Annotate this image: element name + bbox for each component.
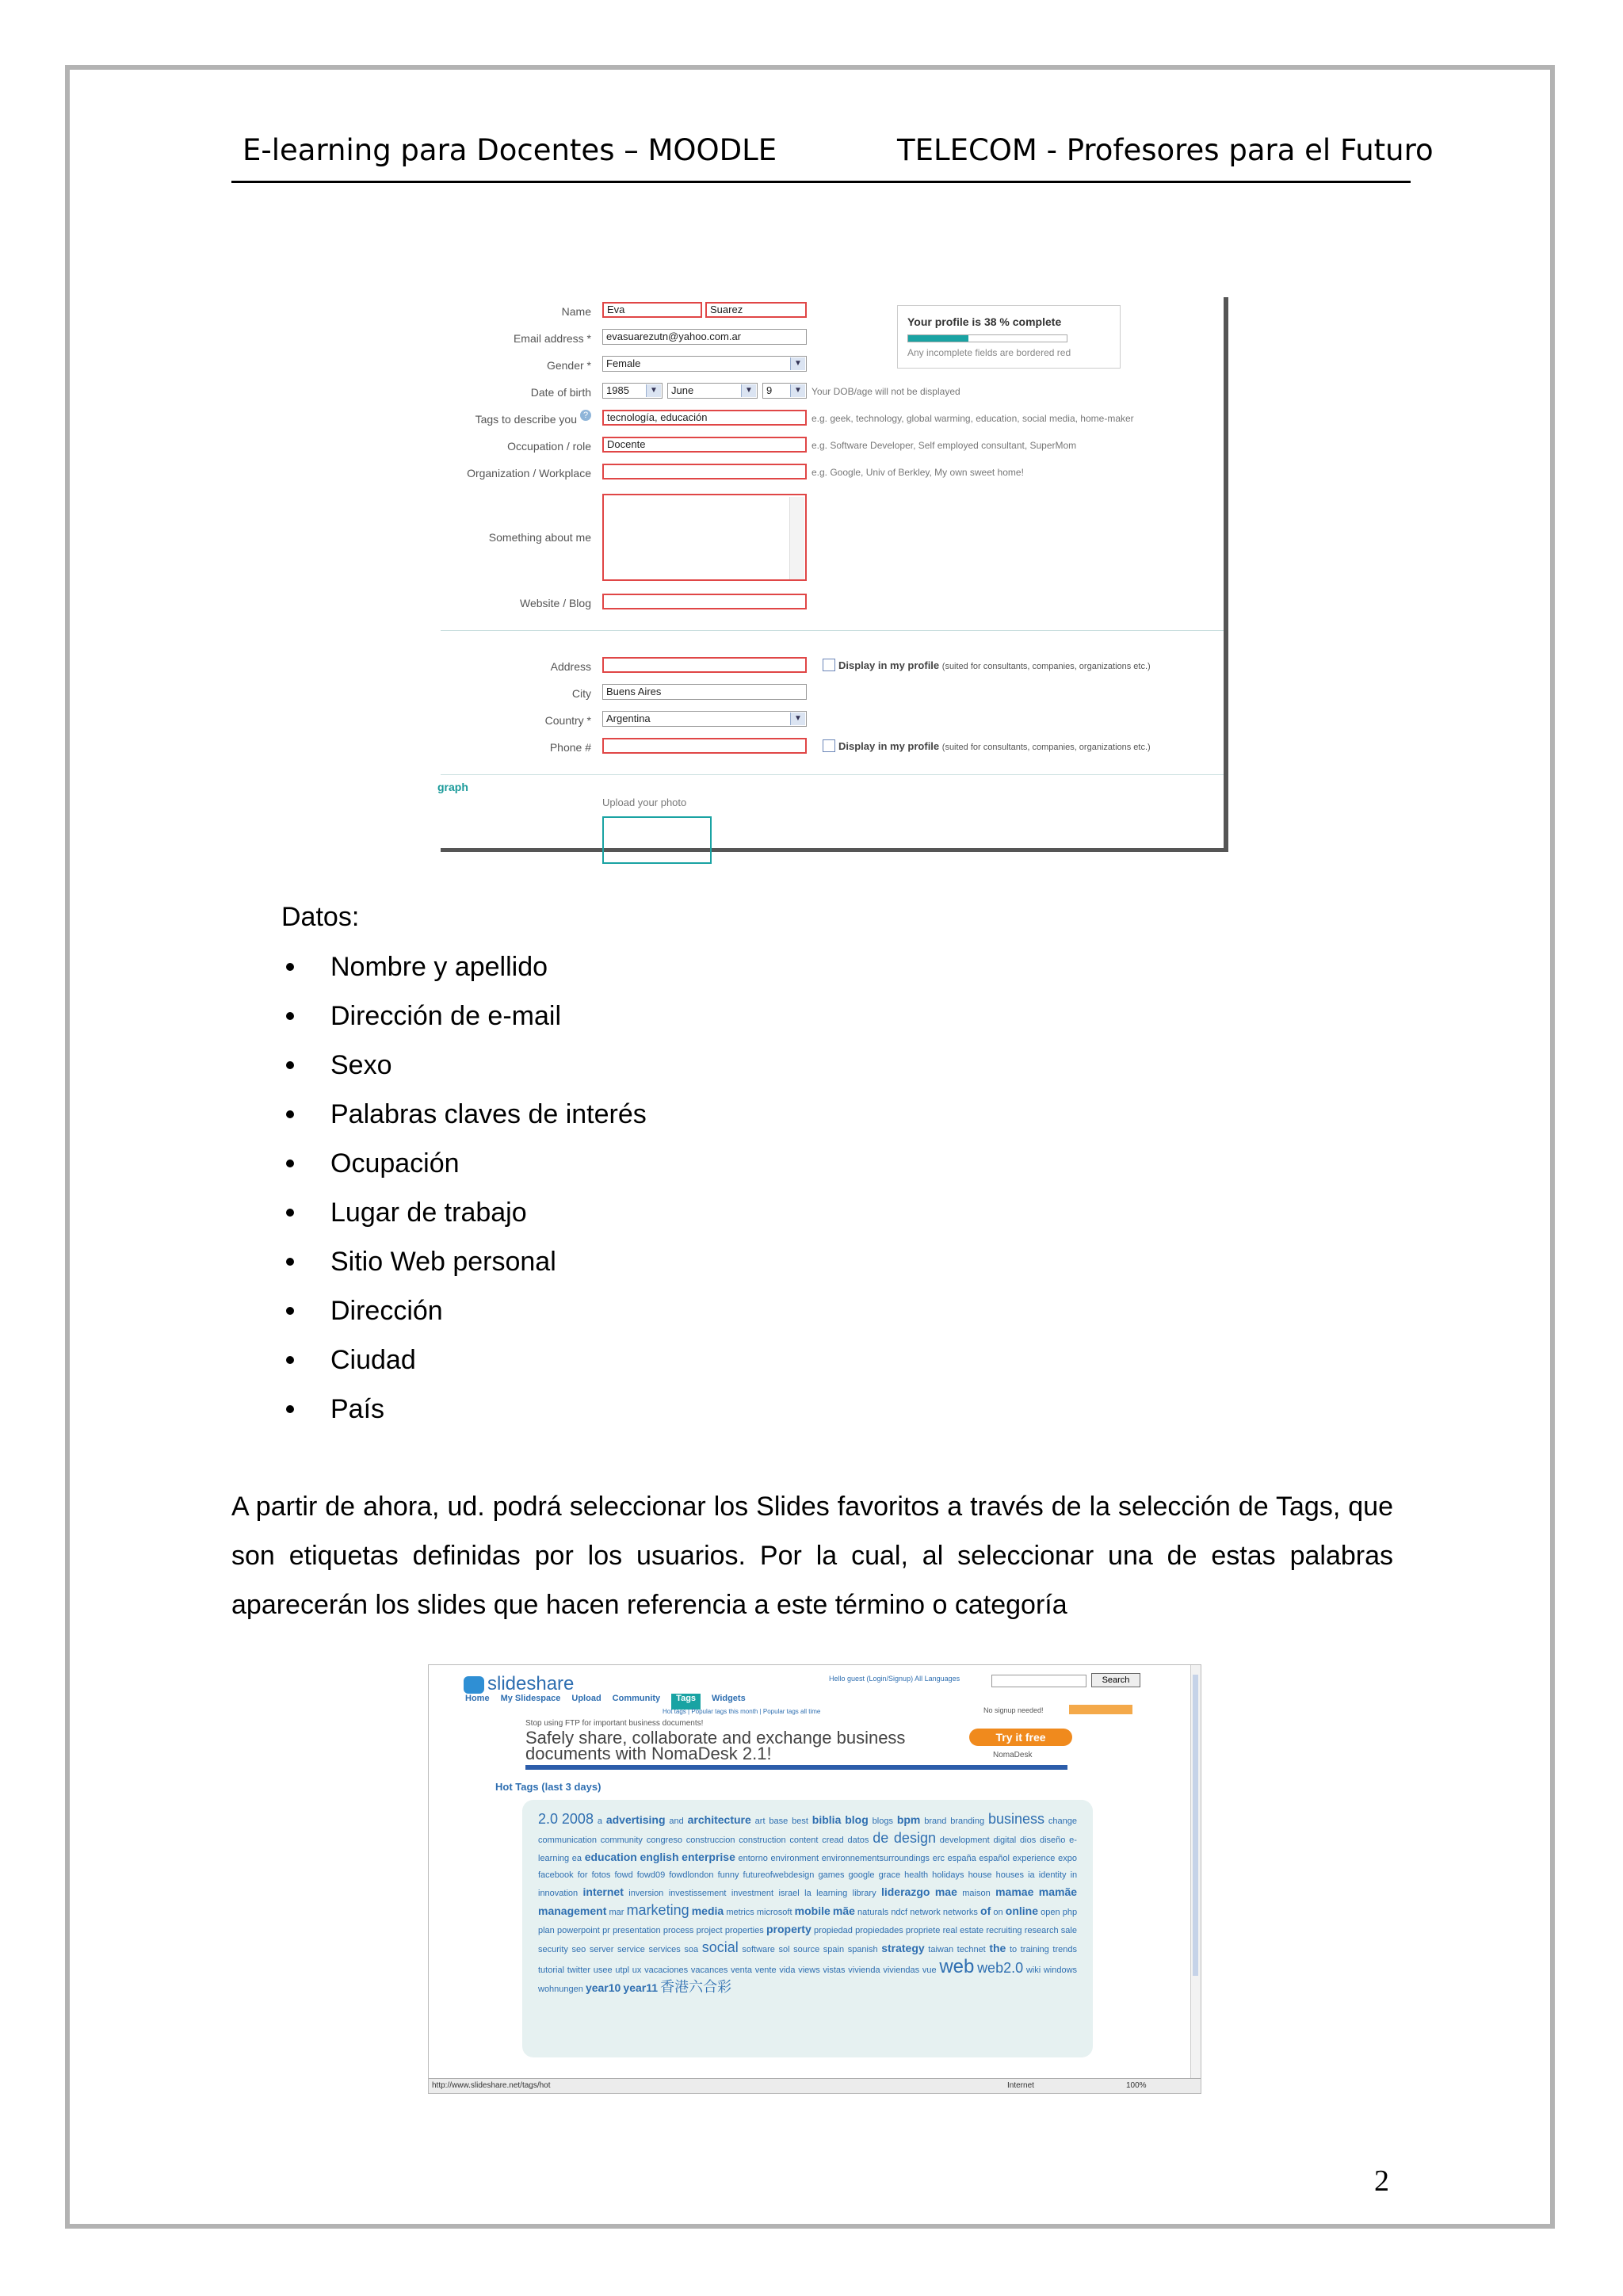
tag[interactable]: real xyxy=(942,1926,957,1935)
datos-item xyxy=(281,1045,647,1094)
city-label: City xyxy=(571,687,591,700)
address-field[interactable] xyxy=(602,657,807,673)
tag[interactable]: library xyxy=(852,1889,876,1898)
tag[interactable]: diseño xyxy=(1039,1836,1066,1845)
tag[interactable]: sale xyxy=(1060,1926,1077,1935)
photo-placeholder[interactable] xyxy=(602,816,712,864)
datos-item-text: Dirección xyxy=(330,1296,443,1326)
bullet-icon xyxy=(286,1110,294,1118)
status-zoom[interactable]: 100% xyxy=(1126,2081,1147,2090)
tag[interactable]: plan xyxy=(538,1926,555,1935)
profile-complete-text: Your profile is 38 % complete xyxy=(907,315,1062,328)
tag[interactable]: in xyxy=(1070,1870,1078,1880)
ad-banner[interactable] xyxy=(525,1719,1080,1775)
tags-field[interactable]: tecnología, educación xyxy=(602,410,807,426)
tag[interactable]: experience xyxy=(1012,1854,1056,1863)
slideshare-top-links[interactable]: Hello guest (Login/Signup) All Languages xyxy=(829,1675,960,1683)
tag-cloud xyxy=(522,1800,1093,2057)
slideshare-signup-button[interactable] xyxy=(1069,1705,1132,1714)
tag[interactable]: education xyxy=(584,1851,637,1863)
tag[interactable]: ndcf xyxy=(891,1908,908,1917)
datos-item xyxy=(281,946,647,995)
tag[interactable]: health xyxy=(904,1870,929,1880)
tag[interactable]: inversion xyxy=(628,1889,664,1898)
slideshare-subnav[interactable]: Hot tags | Popular tags this month | Popular tags all time xyxy=(663,1708,821,1715)
tag[interactable]: seo xyxy=(571,1945,586,1954)
tag[interactable]: wiki xyxy=(1025,1966,1041,1975)
datos-item-text: Lugar de trabajo xyxy=(330,1198,527,1228)
tag[interactable]: mamae xyxy=(995,1885,1034,1898)
tag[interactable]: networks xyxy=(942,1908,978,1917)
profile-progress-bar xyxy=(907,334,1067,342)
datos-item-text: Ocupación xyxy=(330,1148,460,1179)
display-address-hint: (suited for consultants, companies, organizations etc.) xyxy=(941,662,1151,671)
tag[interactable]: viviendas xyxy=(883,1966,920,1975)
bullet-icon xyxy=(286,963,294,971)
bullet-icon xyxy=(286,1307,294,1315)
tag[interactable]: 香港六合彩 xyxy=(660,1979,732,1995)
datos-item-text: País xyxy=(330,1394,385,1424)
display-phone-text: Display in my profile xyxy=(838,740,940,752)
tag[interactable]: biblia xyxy=(812,1813,842,1826)
tag[interactable]: taiwan xyxy=(928,1945,954,1954)
datos-item-text: Nombre y apellido xyxy=(330,952,548,982)
tag[interactable]: vacances xyxy=(690,1966,728,1975)
tag[interactable]: of xyxy=(980,1904,991,1917)
tag[interactable]: 2.0 xyxy=(538,1811,559,1827)
header-left: E-learning para Docentes – MOODLE xyxy=(242,133,777,167)
tag[interactable]: business xyxy=(987,1811,1045,1827)
country-value: Argentina xyxy=(606,712,651,724)
slideshare-screenshot xyxy=(428,1664,1201,2094)
tag[interactable]: research xyxy=(1024,1926,1059,1935)
dob-year-value: 1985 xyxy=(606,384,629,396)
chevron-down-icon: ▼ xyxy=(741,384,756,397)
tag[interactable]: israel xyxy=(778,1889,800,1898)
about-label: Something about me xyxy=(488,531,591,544)
tag[interactable]: presentation xyxy=(613,1926,661,1935)
bullet-icon xyxy=(286,1356,294,1364)
tag[interactable]: base xyxy=(769,1817,789,1826)
tag[interactable]: services xyxy=(648,1945,681,1954)
city-field[interactable]: Buens Aires xyxy=(602,684,807,700)
tag[interactable]: open xyxy=(1041,1908,1060,1917)
tag[interactable]: development xyxy=(939,1836,990,1845)
dob-month-value: June xyxy=(671,384,694,396)
tag[interactable]: identity xyxy=(1038,1870,1067,1880)
header-right: TELECOM - Profesores para el Futuro xyxy=(897,133,1434,167)
tag[interactable]: communication xyxy=(538,1836,597,1845)
tag[interactable]: propiedades xyxy=(855,1926,903,1935)
chevron-down-icon: ▼ xyxy=(646,384,661,397)
header-rule xyxy=(231,181,1411,183)
tag[interactable]: network xyxy=(910,1908,941,1917)
tag[interactable]: social xyxy=(701,1939,739,1955)
tag[interactable]: advertising xyxy=(605,1813,666,1826)
tag[interactable]: project xyxy=(696,1926,723,1935)
tag[interactable]: online xyxy=(1005,1904,1038,1917)
datos-item-text: Sexo xyxy=(330,1050,392,1080)
tag[interactable]: architecture xyxy=(687,1813,751,1826)
tag[interactable]: metrics xyxy=(726,1908,754,1917)
tag[interactable]: strategy xyxy=(881,1942,925,1954)
display-phone-hint: (suited for consultants, companies, organizations etc.) xyxy=(941,743,1151,752)
nav-upload[interactable]: Upload xyxy=(571,1694,601,1703)
tag[interactable]: houses xyxy=(995,1870,1025,1880)
chevron-down-icon: ▼ xyxy=(790,384,805,397)
datos-item xyxy=(281,1094,647,1143)
slideshare-logo[interactable] xyxy=(464,1673,574,1695)
tag[interactable]: web xyxy=(939,1956,975,1977)
tag[interactable]: ea xyxy=(571,1854,582,1863)
tag[interactable]: environnementsurroundings xyxy=(821,1854,930,1863)
tag[interactable]: on xyxy=(993,1908,1003,1917)
status-zone: Internet xyxy=(1007,2081,1034,2090)
browser-status-bar xyxy=(429,2078,1201,2093)
tag[interactable]: investment xyxy=(731,1889,774,1898)
tag[interactable]: la xyxy=(804,1889,812,1898)
display-phone-checkbox[interactable] xyxy=(823,739,835,752)
tag[interactable]: digital xyxy=(993,1836,1017,1845)
tag[interactable]: property xyxy=(766,1923,812,1935)
tag[interactable]: change xyxy=(1048,1817,1077,1826)
hot-tags-title: Hot Tags (last 3 days) xyxy=(495,1781,601,1793)
tag[interactable]: management xyxy=(538,1904,607,1917)
tag[interactable]: mar xyxy=(609,1908,624,1917)
tag[interactable]: spanish xyxy=(847,1945,878,1954)
tag[interactable]: media xyxy=(691,1904,724,1917)
chevron-down-icon: ▼ xyxy=(790,712,805,725)
tag[interactable]: fowd09 xyxy=(636,1870,666,1880)
tag[interactable]: estate xyxy=(960,1926,984,1935)
display-address-text: Display in my profile xyxy=(838,659,940,671)
tag[interactable]: english xyxy=(640,1851,679,1863)
slideshare-logo-text: slideshare xyxy=(487,1673,575,1694)
profile-form-screenshot xyxy=(437,297,1228,852)
tag[interactable]: community xyxy=(600,1836,643,1845)
tag[interactable]: grace xyxy=(878,1870,901,1880)
tag[interactable]: vacaciones xyxy=(644,1966,689,1975)
tag[interactable]: house xyxy=(968,1870,992,1880)
tag[interactable]: de design xyxy=(873,1830,936,1846)
datos-item xyxy=(281,995,647,1045)
tag[interactable]: trends xyxy=(1052,1945,1077,1954)
display-phone-label xyxy=(838,740,1151,752)
photo-section-title: graph xyxy=(437,781,468,793)
dob-day-value: 9 xyxy=(766,384,773,396)
tag[interactable]: branding xyxy=(950,1817,985,1826)
section-divider xyxy=(441,774,1224,775)
ad-banner-headline: Safely share, collaborate and exchange business documents with NomaDesk 2.1! xyxy=(525,1728,906,1763)
bullet-icon xyxy=(286,1405,294,1413)
bullet-icon xyxy=(286,1159,294,1167)
tag[interactable]: vistas xyxy=(823,1966,846,1975)
dob-hint: Your DOB/age will not be displayed xyxy=(812,386,960,397)
last-name-field[interactable]: Suarez xyxy=(705,302,807,318)
profile-note: Any incomplete fields are bordered red xyxy=(907,347,1071,358)
slideshare-nav xyxy=(465,1694,746,1710)
country-label: Country * xyxy=(544,714,591,727)
slideshare-logo-icon xyxy=(464,1676,484,1694)
tag[interactable]: source xyxy=(793,1945,820,1954)
nav-home[interactable]: Home xyxy=(465,1694,490,1703)
browser-scrollbar[interactable] xyxy=(1190,1665,1201,2093)
bullet-icon xyxy=(286,1258,294,1266)
datos-item xyxy=(281,1339,647,1389)
tag[interactable]: investissement xyxy=(668,1889,727,1898)
nav-widgets[interactable]: Widgets xyxy=(712,1694,746,1703)
body-paragraph: A partir de ahora, ud. podrá seleccionar los Slides favoritos a través de la selección de Tags, que son etiquetas definidas por los usuarios. Por la cual, al seleccionar una de estas palabras aparecerán los slides que hacen referencia a este término o categoría xyxy=(231,1492,1393,1620)
profile-progress-fill xyxy=(908,335,968,342)
tag[interactable]: datos xyxy=(847,1836,869,1845)
tag[interactable]: for xyxy=(577,1870,588,1880)
slideshare-search-input[interactable] xyxy=(991,1675,1086,1687)
gender-label: Gender * xyxy=(546,359,591,372)
tag[interactable]: marketing xyxy=(626,1902,689,1918)
organization-field[interactable] xyxy=(602,464,807,479)
occupation-hint: e.g. Software Developer, Self employed consultant, SuperMom xyxy=(812,440,1077,451)
page-number: 2 xyxy=(1374,2164,1389,2198)
tag[interactable]: mamãe xyxy=(1038,1885,1078,1898)
tag[interactable]: properties xyxy=(724,1926,764,1935)
tag[interactable]: and xyxy=(669,1817,684,1826)
organization-hint: e.g. Google, Univ of Berkley, My own sweet home! xyxy=(812,467,1024,478)
tag[interactable]: service xyxy=(617,1945,645,1954)
status-url: http://www.slideshare.net/tags/hot xyxy=(432,2081,551,2090)
tag[interactable]: training xyxy=(1020,1945,1049,1954)
tag[interactable]: a xyxy=(597,1817,602,1826)
dob-label: Date of birth xyxy=(530,386,591,399)
tag[interactable]: propiedad xyxy=(813,1926,853,1935)
tag[interactable]: maison xyxy=(962,1889,991,1898)
dob-month-select[interactable] xyxy=(667,383,758,399)
about-textarea[interactable] xyxy=(602,494,807,581)
tag[interactable]: fowd xyxy=(614,1870,633,1880)
tag[interactable]: learning xyxy=(816,1889,848,1898)
tag[interactable]: expo xyxy=(1058,1854,1077,1863)
tag[interactable]: pr xyxy=(602,1926,610,1935)
scrollbar-thumb[interactable] xyxy=(1193,1675,1198,1976)
tag[interactable]: entorno xyxy=(738,1854,768,1863)
phone-label: Phone # xyxy=(549,741,591,754)
tag[interactable]: blog xyxy=(845,1813,869,1826)
ad-banner-rule xyxy=(525,1765,1067,1770)
screenshot-edge xyxy=(441,848,1228,852)
dob-day-select[interactable] xyxy=(762,383,807,399)
tag[interactable]: enterprise xyxy=(682,1851,735,1863)
tag[interactable]: usee xyxy=(593,1966,613,1975)
tag[interactable]: construction xyxy=(739,1836,786,1845)
tag[interactable]: venta xyxy=(731,1966,752,1975)
tag[interactable]: tutorial xyxy=(538,1966,565,1975)
tag[interactable]: erc xyxy=(932,1854,945,1863)
tag[interactable]: holidays xyxy=(932,1870,964,1880)
datos-item-text: Palabras claves de interés xyxy=(330,1099,647,1129)
tag[interactable]: e-learning xyxy=(538,1836,1077,1863)
tag[interactable]: congreso xyxy=(646,1836,682,1845)
tag[interactable]: powerpoint xyxy=(557,1926,600,1935)
tag[interactable]: fotos xyxy=(591,1870,611,1880)
tag[interactable]: bpm xyxy=(896,1813,921,1826)
tag[interactable]: twitter xyxy=(567,1966,591,1975)
tag[interactable]: español xyxy=(979,1854,1010,1863)
first-name-field[interactable]: Eva xyxy=(602,302,702,318)
screenshot-edge xyxy=(1224,297,1228,852)
tag[interactable]: dios xyxy=(1020,1836,1037,1845)
address-label: Address xyxy=(550,660,591,673)
datos-item xyxy=(281,1192,647,1241)
tag[interactable]: google xyxy=(848,1870,875,1880)
gender-select[interactable] xyxy=(602,356,807,372)
tag[interactable]: web2.0 xyxy=(977,1960,1024,1976)
try-free-button[interactable]: Try it free xyxy=(969,1729,1072,1746)
upload-photo-label: Upload your photo xyxy=(602,797,687,808)
tag[interactable]: vente xyxy=(754,1966,777,1975)
tag[interactable]: wohnungen xyxy=(538,1985,583,1994)
tag[interactable]: vida xyxy=(779,1966,796,1975)
tag[interactable]: españa xyxy=(947,1854,976,1863)
tag[interactable]: futureofwebdesign xyxy=(743,1870,815,1880)
tag[interactable]: naturals xyxy=(857,1908,889,1917)
tag[interactable]: liderazgo xyxy=(880,1885,930,1898)
country-select[interactable] xyxy=(602,711,807,727)
tag[interactable]: sol xyxy=(778,1945,790,1954)
tag[interactable]: mobile xyxy=(794,1904,831,1917)
nomadesk-logo: NomaDesk xyxy=(993,1751,1033,1759)
tag[interactable]: ia xyxy=(1028,1870,1035,1880)
tag[interactable]: year11 xyxy=(623,1981,659,1994)
datos-list xyxy=(281,946,647,1438)
textarea-scrollbar[interactable] xyxy=(789,497,804,579)
datos-item-text: Sitio Web personal xyxy=(330,1247,556,1277)
tag[interactable]: mae xyxy=(934,1885,957,1898)
occupation-field[interactable]: Docente xyxy=(602,437,807,453)
tag[interactable]: blogs xyxy=(872,1817,893,1826)
tag[interactable]: microsoft xyxy=(756,1908,792,1917)
datos-item-text: Ciudad xyxy=(330,1345,416,1375)
tag[interactable]: software xyxy=(742,1945,775,1954)
bullet-icon xyxy=(286,1061,294,1069)
slideshare-search-button[interactable]: Search xyxy=(1091,1673,1140,1687)
tag[interactable]: 2008 xyxy=(561,1811,594,1827)
display-address-label xyxy=(838,659,1151,671)
tag[interactable]: ux xyxy=(632,1966,642,1975)
name-label: Name xyxy=(561,305,591,318)
tag[interactable]: spain xyxy=(823,1945,845,1954)
profile-completeness-box xyxy=(897,305,1121,369)
tag[interactable]: soa xyxy=(684,1945,699,1954)
tag[interactable]: fowdlondon xyxy=(669,1870,714,1880)
tag[interactable]: art xyxy=(754,1817,766,1826)
tag[interactable]: year10 xyxy=(585,1981,621,1994)
nav-tags[interactable]: Tags xyxy=(671,1694,701,1710)
tag[interactable]: best xyxy=(792,1817,808,1826)
tag[interactable]: utpl xyxy=(615,1966,630,1975)
tag[interactable]: windows xyxy=(1043,1966,1078,1975)
tag[interactable]: mãe xyxy=(832,1904,855,1917)
datos-item xyxy=(281,1389,647,1438)
tag[interactable]: environment xyxy=(770,1854,819,1863)
tags-hint: e.g. geek, technology, global warming, education, social media, home-maker xyxy=(812,413,1134,424)
tag[interactable]: vue xyxy=(922,1966,937,1975)
nav-my-slidespace[interactable]: My Slidespace xyxy=(500,1694,561,1703)
tag[interactable]: views xyxy=(798,1966,820,1975)
website-label: Website / Blog xyxy=(519,597,591,609)
tag[interactable]: brand xyxy=(924,1817,947,1826)
datos-item xyxy=(281,1290,647,1339)
slideshare-signup-text: No signup needed! xyxy=(983,1706,1044,1714)
datos-title: Datos: xyxy=(281,902,360,932)
tag[interactable]: process xyxy=(663,1926,694,1935)
nav-community[interactable]: Community xyxy=(612,1694,661,1703)
tag[interactable]: cread xyxy=(822,1836,844,1845)
datos-item xyxy=(281,1143,647,1192)
tag[interactable]: content xyxy=(789,1836,819,1845)
tags-label: Tags to describe you xyxy=(475,413,577,426)
section-divider xyxy=(441,630,1224,631)
tag[interactable]: internet xyxy=(582,1885,624,1898)
gender-value: Female xyxy=(606,357,641,369)
tag[interactable]: innovation xyxy=(538,1889,579,1898)
website-field[interactable] xyxy=(602,594,807,609)
tag[interactable]: construccion xyxy=(685,1836,735,1845)
datos-item-text: Dirección de e-mail xyxy=(330,1001,561,1031)
tag[interactable]: security xyxy=(538,1945,568,1954)
phone-field[interactable] xyxy=(602,738,807,754)
organization-label: Organization / Workplace xyxy=(467,467,591,479)
help-icon[interactable]: ? xyxy=(580,410,591,421)
tag[interactable]: to xyxy=(1009,1945,1018,1954)
bullet-icon xyxy=(286,1012,294,1020)
display-address-checkbox[interactable] xyxy=(823,659,835,671)
tag[interactable]: funny xyxy=(717,1870,739,1880)
tag[interactable]: vivienda xyxy=(848,1966,880,1975)
email-label: Email address * xyxy=(513,332,591,345)
dob-year-select[interactable] xyxy=(602,383,663,399)
bullet-icon xyxy=(286,1209,294,1217)
slideshare-header xyxy=(429,1665,1201,1716)
tag[interactable]: facebook xyxy=(538,1870,574,1880)
tag[interactable]: games xyxy=(818,1870,845,1880)
ad-banner-small: Stop using FTP for important business documents! xyxy=(525,1719,704,1728)
tag[interactable]: the xyxy=(989,1942,1006,1954)
tag[interactable]: recruiting xyxy=(986,1926,1022,1935)
chevron-down-icon: ▼ xyxy=(790,357,805,370)
datos-item xyxy=(281,1241,647,1290)
tag[interactable]: technet xyxy=(957,1945,986,1954)
tag[interactable]: server xyxy=(589,1945,614,1954)
occupation-label: Occupation / role xyxy=(507,440,591,453)
tag[interactable]: propriete xyxy=(905,1926,941,1935)
tag[interactable]: php xyxy=(1062,1908,1078,1917)
email-field[interactable]: evasuarezutn@yahoo.com.ar xyxy=(602,329,807,345)
